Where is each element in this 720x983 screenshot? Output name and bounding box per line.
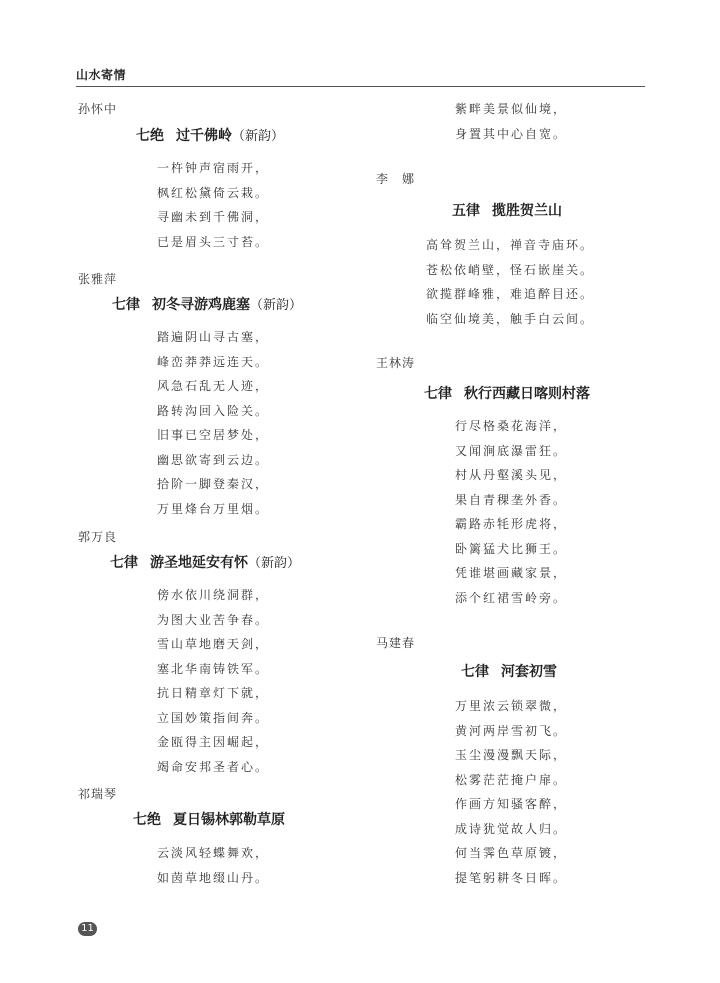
poem-title-text: 游圣地延安有怀 bbox=[150, 555, 248, 571]
running-header bbox=[76, 64, 645, 87]
poem-line: 枫红松黛倚云栽。 bbox=[157, 185, 270, 200]
section-title: 山水寄情 bbox=[76, 68, 127, 82]
poem-line: 一杵钟声宿雨开， bbox=[157, 161, 270, 175]
poem-line: 傍水依川绕洞群， bbox=[157, 588, 270, 602]
poem-author: 祁瑞琴 bbox=[78, 787, 118, 801]
poem-line: 临空仙境美，触手白云间。 bbox=[426, 311, 595, 326]
continued-poem-body bbox=[455, 97, 567, 146]
poem-line: 竭命安邦圣者心。 bbox=[157, 759, 270, 774]
poem-line: 紫畔美景似仙境， bbox=[455, 102, 568, 116]
poem-title bbox=[133, 809, 285, 829]
poem-line: 何当霁色草原镀， bbox=[455, 846, 568, 860]
poem-line: 万里烽台万里烟。 bbox=[157, 501, 270, 516]
poem-line: 松雾茫茫掩户扉。 bbox=[455, 772, 568, 787]
poem-author: 郭万良 bbox=[78, 530, 118, 544]
page-number: 11 bbox=[78, 922, 97, 936]
poem-author: 马建春 bbox=[376, 636, 416, 650]
poem-line: 黄河两岸雪初飞。 bbox=[455, 723, 568, 738]
poem-body bbox=[426, 233, 594, 331]
poem-body bbox=[157, 325, 269, 521]
poem-title bbox=[461, 661, 557, 681]
poem-line: 雪山草地磨天剑， bbox=[157, 637, 270, 651]
poem-title-text: 揽胜贺兰山 bbox=[492, 203, 562, 219]
poem-line: 幽思欲寄到云边。 bbox=[157, 452, 270, 467]
poem-body bbox=[455, 414, 567, 610]
poem-line: 拾阶一脚登秦汉， bbox=[157, 477, 270, 491]
poem-title bbox=[110, 552, 300, 572]
poem-form: 七律 bbox=[424, 386, 452, 402]
poem-line: 如茵草地缀山丹。 bbox=[157, 870, 270, 885]
poem-author: 王林涛 bbox=[376, 356, 416, 370]
poem-line: 卧篱猛犬比狮王。 bbox=[455, 541, 568, 556]
poem-body bbox=[157, 841, 269, 890]
poem-line: 玉尘漫漫飘天际， bbox=[455, 748, 568, 762]
poem-line: 又闻涧底瀑雷狂。 bbox=[455, 443, 568, 458]
poem-body bbox=[157, 583, 269, 779]
poem-title bbox=[424, 383, 590, 403]
poem-note: （新韵） bbox=[250, 298, 303, 313]
poem-title bbox=[112, 294, 302, 314]
poem-line: 苍松依峭壁，怪石嵌崖关。 bbox=[426, 262, 595, 277]
poem-line: 旧事已空居梦处， bbox=[157, 428, 270, 442]
poem-title-text: 秋行西藏日喀则村落 bbox=[464, 386, 590, 402]
poem-line: 已是眉头三寸苔。 bbox=[157, 234, 270, 249]
poem-title-text: 河套初雪 bbox=[501, 664, 557, 680]
poem-line: 欲揽群峰雅，难追醉目还。 bbox=[426, 287, 595, 301]
poem-title bbox=[136, 125, 284, 145]
poem-title bbox=[452, 200, 562, 220]
poem-line: 抗日精章灯下就， bbox=[157, 686, 270, 700]
poem-line: 万里浓云锁翠微， bbox=[455, 699, 568, 713]
poem-line: 峰峦莽莽远连天。 bbox=[157, 354, 270, 369]
poem-line: 立国妙策指间奔。 bbox=[157, 710, 270, 725]
poem-form: 七绝 bbox=[136, 128, 164, 144]
poem-line: 霸路赤牦形虎将， bbox=[455, 517, 568, 531]
poem-title-text: 初冬寻游鸡鹿塞 bbox=[152, 297, 250, 313]
poem-line: 金瓯得主因崛起， bbox=[157, 735, 270, 749]
poem-line: 风急石乱无人迹， bbox=[157, 379, 270, 393]
poem-line: 踏遍阴山寻古塞， bbox=[157, 330, 270, 344]
poem-author: 李 娜 bbox=[376, 172, 416, 186]
poem-line: 云淡风轻蝶舞欢， bbox=[157, 846, 270, 860]
poem-form: 七律 bbox=[110, 555, 138, 571]
poem-line: 塞北华南铸铁军。 bbox=[157, 661, 270, 676]
poem-form: 七绝 bbox=[133, 812, 161, 828]
poem-body bbox=[455, 694, 567, 890]
poem-form: 五律 bbox=[452, 203, 480, 219]
poem-title-text: 过千佛岭 bbox=[176, 128, 232, 144]
poem-line: 凭谁堪画藏家景， bbox=[455, 566, 568, 580]
poem-line: 路转沟回入险关。 bbox=[157, 403, 270, 418]
poem-line: 寻幽未到千佛洞， bbox=[157, 210, 270, 224]
poem-note: （新韵） bbox=[232, 129, 285, 144]
poem-line: 添个红裙雪岭旁。 bbox=[455, 590, 568, 605]
poem-line: 果自青稞垄外香。 bbox=[455, 492, 568, 507]
poem-note: （新韵） bbox=[248, 556, 301, 571]
poem-line: 为图大业苦争春。 bbox=[157, 612, 270, 627]
poem-line: 村从丹壑溪头见， bbox=[455, 468, 568, 482]
poem-title-text: 夏日锡林郭勒草原 bbox=[173, 812, 285, 828]
poem-form: 七律 bbox=[461, 664, 489, 680]
poem-line: 身置其中心自宽。 bbox=[455, 126, 568, 141]
poem-line: 作画方知骚客醉， bbox=[455, 797, 568, 811]
poem-body bbox=[157, 156, 269, 254]
poem-line: 提笔躬耕冬日晖。 bbox=[455, 870, 568, 885]
poem-author: 张雅萍 bbox=[78, 272, 118, 286]
poem-author: 孙怀中 bbox=[78, 102, 118, 116]
poem-line: 行尽格桑花海洋， bbox=[455, 419, 568, 433]
poem-form: 七律 bbox=[112, 297, 140, 313]
poem-line: 成诗犹觉故人归。 bbox=[455, 821, 568, 836]
poem-line: 高耸贺兰山，禅音寺庙环。 bbox=[426, 238, 595, 252]
